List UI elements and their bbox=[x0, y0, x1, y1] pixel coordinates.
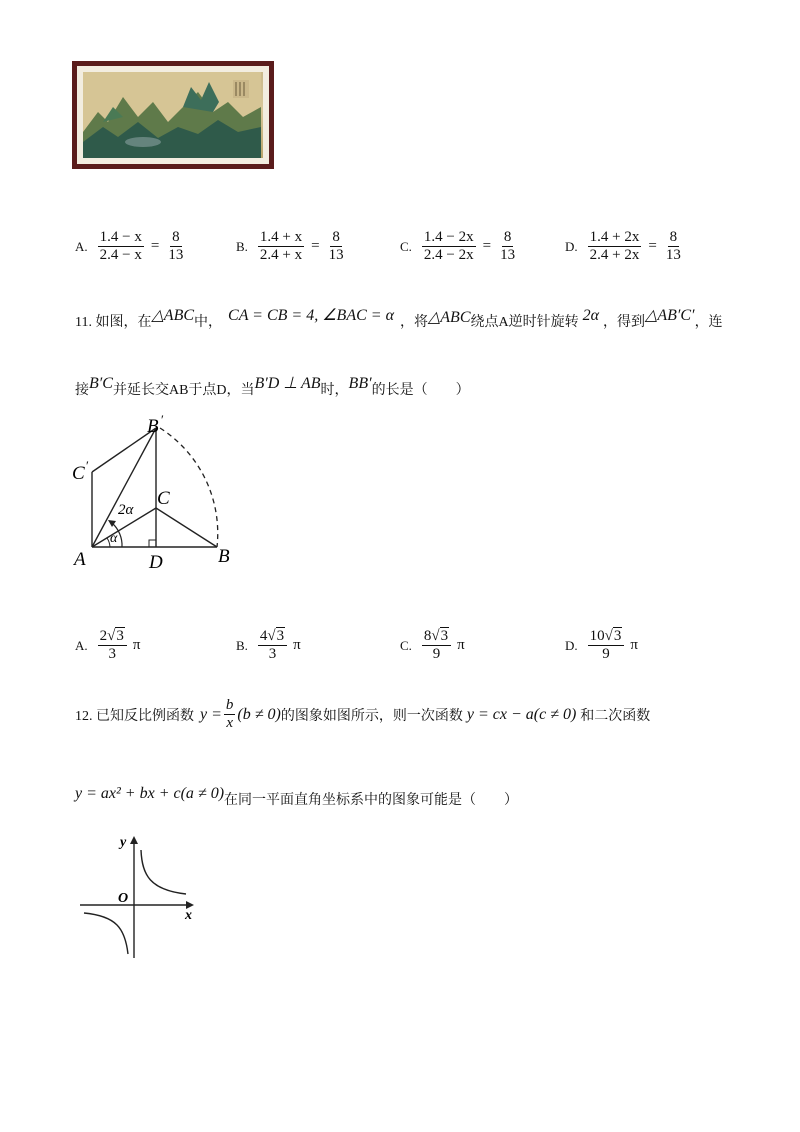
label-y: y bbox=[120, 835, 127, 850]
y-axis-arrow bbox=[130, 836, 138, 844]
painting-canvas bbox=[83, 72, 263, 158]
fraction: $\frac{4√3}{3}$ bbox=[258, 628, 287, 663]
fraction: $\frac{8√3}{9}$ bbox=[422, 628, 451, 663]
fraction: $\frac{2√3}{3}$ bbox=[98, 628, 127, 663]
fraction: $\frac{8}{13}$ bbox=[500, 229, 516, 263]
q12-line2: y = ax² + bx + c(a ≠ 0)在同一平面直角坐标系中的图象可能是（ ） bbox=[75, 785, 519, 808]
label-d: D bbox=[149, 552, 163, 573]
segment-ab-prime bbox=[92, 428, 156, 547]
q10-option-a[interactable]: A. $\frac{1.4 - x}{2.4 - x}$ = $\frac{8}{13}$ bbox=[75, 229, 184, 263]
fraction: $\frac{1.4 + x}{2.4 + x}$ bbox=[259, 229, 303, 263]
q10-option-c[interactable]: C. $\frac{1.4 - 2x}{2.4 - 2x}$ = $\frac{8}{13}$ bbox=[400, 229, 516, 263]
fraction: $\frac{8}{13}$ bbox=[168, 229, 184, 263]
fraction: $\frac{1.4 + 2x}{2.4 + 2x}$ bbox=[589, 229, 640, 263]
fraction: $\frac{8}{13}$ bbox=[328, 229, 344, 263]
hyperbola-branch-q1 bbox=[141, 850, 186, 894]
q11-option-c[interactable]: C. $\frac{8√3}{9}$ π bbox=[400, 628, 465, 662]
q11-option-d[interactable]: D. $\frac{10√3}{9}$ π bbox=[565, 628, 638, 662]
rotation-figure bbox=[70, 410, 270, 575]
fraction: $\frac{8}{13}$ bbox=[665, 229, 681, 263]
q12-line1: 12. 已知反比例函数 y = $\frac{b}{x}$ (b ≠ 0) 的图象如图所示，则一次函数 y = cx − a(c ≠ 0) 和二次函数 bbox=[75, 697, 651, 731]
landscape-painting bbox=[72, 61, 274, 169]
label-b: B bbox=[218, 546, 230, 567]
label-c-prime: C bbox=[72, 463, 85, 484]
q11-option-b[interactable]: B. $\frac{4√3}{3}$ π bbox=[236, 628, 301, 662]
fraction: $\frac{b}{x}$ bbox=[225, 697, 234, 731]
label-b-prime: B bbox=[147, 416, 159, 437]
q11-line1: 11. 如图，在△ABC中， CA = CB = 4, ∠BAC = α ，将△ABC绕点A逆时针旋转 2α ，得到△AB′C′，连 bbox=[75, 307, 723, 330]
inverse-function-graph bbox=[78, 830, 198, 960]
fraction: $\frac{10√3}{9}$ bbox=[588, 628, 625, 663]
label-x: x bbox=[185, 908, 192, 923]
label-2alpha: 2α bbox=[118, 502, 134, 518]
label-a: A bbox=[74, 549, 86, 570]
q11-line2: 接B′C并延长交AB于点D，当B′D ⊥ AB时，BB′的长是（ ） bbox=[75, 375, 470, 398]
fraction: $\frac{1.4 - x}{2.4 - x}$ bbox=[99, 229, 142, 263]
fraction: $\frac{1.4 - 2x}{2.4 - 2x}$ bbox=[423, 229, 474, 263]
right-angle-mark bbox=[149, 540, 156, 547]
painting-mat bbox=[77, 66, 269, 164]
landscape-illustration bbox=[83, 72, 261, 158]
segment-cb bbox=[156, 508, 217, 547]
label-origin: O bbox=[118, 891, 129, 906]
svg-text:′: ′ bbox=[161, 412, 164, 427]
q11-option-a[interactable]: A. $\frac{2√3}{3}$ π bbox=[75, 628, 141, 662]
hyperbola-branch-q3 bbox=[84, 913, 128, 954]
label-alpha: α bbox=[110, 531, 118, 546]
label-c: C bbox=[157, 488, 170, 509]
q10-option-d[interactable]: D. $\frac{1.4 + 2x}{2.4 + 2x}$ = $\frac{8}{13}$ bbox=[565, 229, 681, 263]
svg-text:′: ′ bbox=[86, 458, 89, 473]
q10-option-b[interactable]: B. $\frac{1.4 + x}{2.4 + x}$ = $\frac{8}{13}$ bbox=[236, 229, 344, 263]
